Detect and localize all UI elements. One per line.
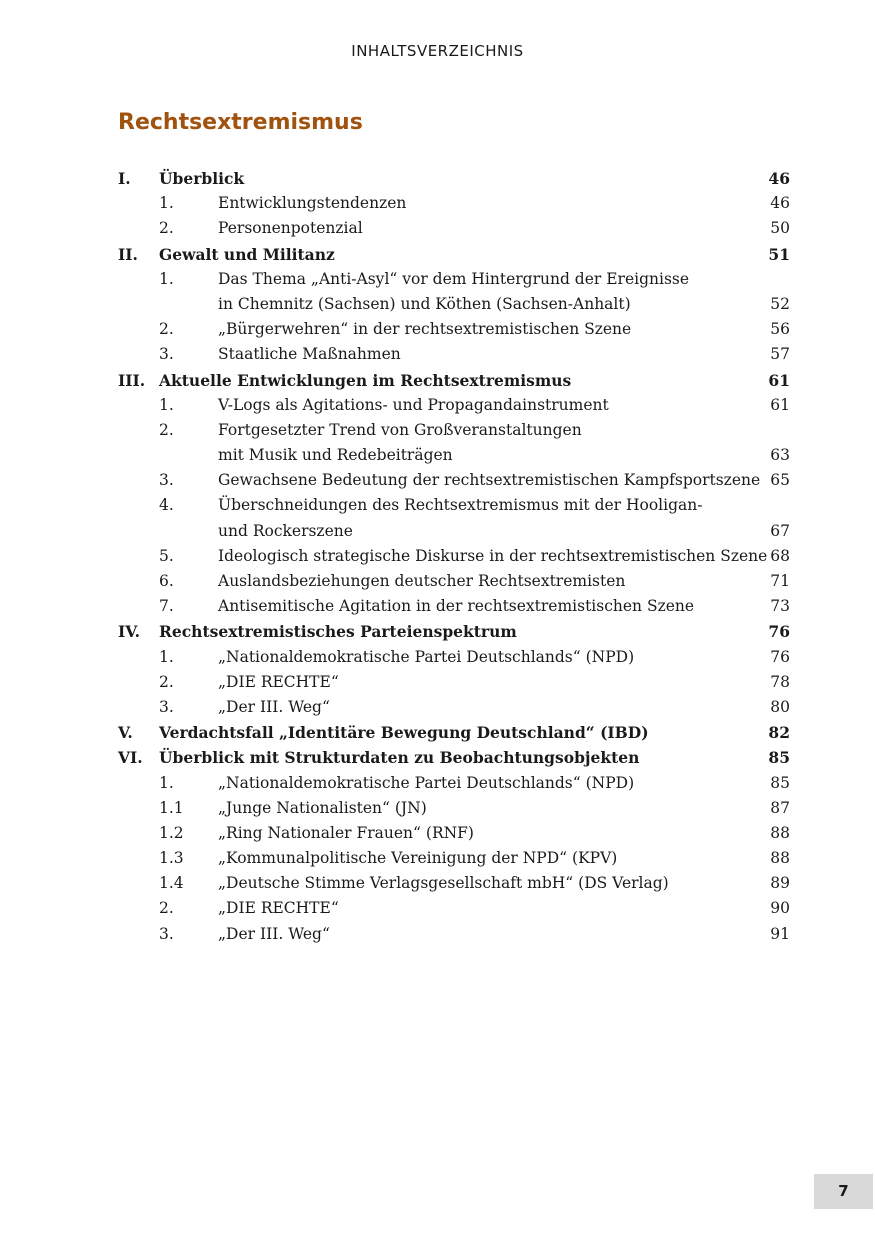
toc-entry-page: 52 xyxy=(770,294,790,313)
toc-entry-number: III. xyxy=(118,370,146,390)
toc-entry-number: 3. xyxy=(159,471,174,490)
section-title: Rechtsextremismus xyxy=(118,110,363,135)
toc-subentry[interactable] xyxy=(118,393,790,418)
toc-entry-number: 2. xyxy=(159,320,174,339)
toc-entry-number: 2. xyxy=(159,672,174,691)
toc-subentry[interactable] xyxy=(118,342,790,367)
toc-entry-page: 89 xyxy=(770,874,790,893)
toc-entry-title: Überschneidungen des Rechtsextremismus mit der Hooligan- und Rockerszene xyxy=(218,496,703,540)
toc-entry-title: „Bürgerwehren“ in der rechtsextremistischen Szene xyxy=(218,320,632,339)
toc-entry-title: „Kommunalpolitische Vereinigung der NPD“ (KPV) xyxy=(218,849,618,868)
toc-entry-title: Aktuelle Entwicklungen im Rechtsextremismus xyxy=(159,370,572,390)
toc-entry-page: 46 xyxy=(768,168,790,188)
toc-entry-page: 57 xyxy=(770,345,790,364)
toc-subentry[interactable] xyxy=(118,922,790,947)
toc-entry-number: 3. xyxy=(159,924,174,943)
toc-subentry[interactable] xyxy=(118,569,790,594)
toc-entry-title: Überblick xyxy=(159,169,245,188)
toc-chapter-entry[interactable] xyxy=(118,368,790,393)
toc-entry-title: „Der III. Weg“ xyxy=(218,924,330,943)
toc-entry-number: 1. xyxy=(159,647,174,666)
toc-entry-page: 76 xyxy=(768,622,790,642)
toc-entry-page: 50 xyxy=(770,219,790,238)
toc-entry-title: Überblick mit Strukturdaten zu Beobachtungsobjekten xyxy=(159,748,640,768)
toc-subentry[interactable] xyxy=(118,317,790,342)
toc-subentry[interactable] xyxy=(118,191,790,216)
toc-entry-number: II. xyxy=(118,244,138,264)
toc-entry-page: 91 xyxy=(770,924,790,943)
toc-entry-title: Fortgesetzter Trend von Großveranstaltungen mit Musik und Redebeiträgen xyxy=(218,420,582,465)
toc-entry-title: „Nationaldemokratische Partei Deutschlands“ (NPD) xyxy=(218,773,635,792)
toc-entry-title: Antisemitische Agitation in der rechtsextremistischen Szene xyxy=(218,597,695,616)
toc-entry-number: 1.1 xyxy=(159,798,184,817)
toc-entry-page: 73 xyxy=(770,597,790,616)
toc-entry-page: 51 xyxy=(768,244,790,264)
toc-subentry[interactable] xyxy=(118,418,790,468)
table-of-contents xyxy=(118,166,790,947)
toc-entry-number: 3. xyxy=(159,697,174,716)
toc-entry-title: Entwicklungstendenzen xyxy=(218,194,407,213)
toc-entry-page: 78 xyxy=(770,672,790,691)
running-header: INHALTSVERZEICHNIS xyxy=(351,42,524,60)
toc-entry-title: V-Logs als Agitations- und Propagandainstrument xyxy=(218,395,609,414)
toc-entry-page: 71 xyxy=(770,572,790,591)
toc-chapter-entry[interactable] xyxy=(118,242,790,267)
page-number: 7 xyxy=(814,1174,873,1209)
toc-entry-number: 5. xyxy=(159,546,174,565)
toc-entry-title: Gewalt und Militanz xyxy=(159,244,335,264)
toc-entry-number: 2. xyxy=(159,420,174,439)
toc-entry-number: VI. xyxy=(118,748,143,768)
toc-entry-title: „DIE RECHTE“ xyxy=(218,899,339,918)
toc-entry-title: Das Thema „Anti-Asyl“ vor dem Hintergrund der Ereignisse in Chemnitz (Sachsen) und Köthen (Sachsen-Anhalt) xyxy=(218,269,690,313)
toc-entry-page: 85 xyxy=(768,748,790,768)
toc-entry-page: 85 xyxy=(770,773,790,792)
toc-chapter-entry[interactable] xyxy=(118,745,790,770)
toc-entry-title: Ideologisch strategische Diskurse in der rechtsextremistischen Szene xyxy=(218,546,768,565)
toc-subentry[interactable] xyxy=(118,821,790,846)
toc-entry-title: Verdachtsfall „Identitäre Bewegung Deutschland“ (IBD) xyxy=(159,723,649,743)
toc-entry-page: 87 xyxy=(770,798,790,817)
toc-entry-page: 82 xyxy=(768,723,790,743)
toc-entry-page: 76 xyxy=(770,647,790,666)
toc-entry-number: 6. xyxy=(159,572,174,591)
toc-entry-number: 1. xyxy=(159,773,174,792)
toc-entry-number: 4. xyxy=(159,496,174,515)
toc-entry-number: 2. xyxy=(159,899,174,918)
toc-entry-number: 1.2 xyxy=(159,823,184,842)
toc-entry-title: „Der III. Weg“ xyxy=(218,697,330,716)
toc-entry-title: „Ring Nationaler Frauen“ (RNF) xyxy=(218,823,474,842)
toc-entry-title: „Nationaldemokratische Partei Deutschlands“ (NPD) xyxy=(218,647,635,666)
toc-entry-page: 46 xyxy=(770,194,790,213)
toc-chapter-entry[interactable] xyxy=(118,166,790,191)
toc-entry-title: Personenpotenzial xyxy=(218,219,363,238)
toc-subentry[interactable] xyxy=(118,645,790,670)
toc-subentry[interactable] xyxy=(118,544,790,569)
toc-subentry[interactable] xyxy=(118,771,790,796)
toc-subentry[interactable] xyxy=(118,594,790,619)
toc-entry-page: 88 xyxy=(770,849,790,868)
toc-entry-title: Staatliche Maßnahmen xyxy=(218,345,401,364)
toc-entry-number: IV. xyxy=(118,622,140,642)
toc-entry-page: 90 xyxy=(770,899,790,918)
toc-entry-title: „DIE RECHTE“ xyxy=(218,672,339,691)
toc-subentry[interactable] xyxy=(118,216,790,241)
toc-subentry[interactable] xyxy=(118,846,790,871)
toc-entry-page: 80 xyxy=(770,697,790,716)
toc-entry-title: Auslandsbeziehungen deutscher Rechtsextremisten xyxy=(218,572,626,591)
toc-entry-number: 1. xyxy=(159,395,174,414)
toc-entry-page: 61 xyxy=(770,395,790,414)
toc-chapter-entry[interactable] xyxy=(118,619,790,644)
toc-entry-number: 1.3 xyxy=(159,849,184,868)
toc-subentry[interactable] xyxy=(118,871,790,896)
toc-entry-page: 65 xyxy=(770,471,790,490)
toc-entry-number: 2. xyxy=(159,219,174,238)
toc-entry-number: 1.4 xyxy=(159,874,184,893)
toc-entry-page: 61 xyxy=(768,370,790,390)
toc-subentry[interactable] xyxy=(118,468,790,493)
toc-entry-number: 1. xyxy=(159,194,174,213)
toc-subentry[interactable] xyxy=(118,695,790,720)
toc-entry-number: 1. xyxy=(159,269,174,288)
toc-entry-title: Rechtsextremistisches Parteienspektrum xyxy=(159,622,517,642)
toc-entry-page: 68 xyxy=(770,546,790,565)
toc-subentry[interactable] xyxy=(118,796,790,821)
toc-entry-page: 88 xyxy=(770,823,790,842)
toc-entry-number: 7. xyxy=(159,597,174,616)
toc-entry-page: 63 xyxy=(770,446,790,465)
toc-entry-number: V. xyxy=(118,723,133,743)
toc-entry-title: „Junge Nationalisten“ (JN) xyxy=(218,798,427,817)
toc-chapter-entry[interactable] xyxy=(118,720,790,745)
toc-entry-number: I. xyxy=(118,169,131,188)
toc-subentry[interactable] xyxy=(118,267,790,317)
toc-subentry[interactable] xyxy=(118,493,790,543)
toc-entry-number: 3. xyxy=(159,345,174,364)
toc-subentry[interactable] xyxy=(118,670,790,695)
toc-entry-title: „Deutsche Stimme Verlagsgesellschaft mbH“ (DS Verlag) xyxy=(218,874,669,893)
toc-entry-title: Gewachsene Bedeutung der rechtsextremistischen Kampfsportszene xyxy=(218,471,761,490)
toc-subentry[interactable] xyxy=(118,896,790,921)
toc-entry-page: 56 xyxy=(770,320,790,339)
toc-entry-page: 67 xyxy=(770,521,790,540)
